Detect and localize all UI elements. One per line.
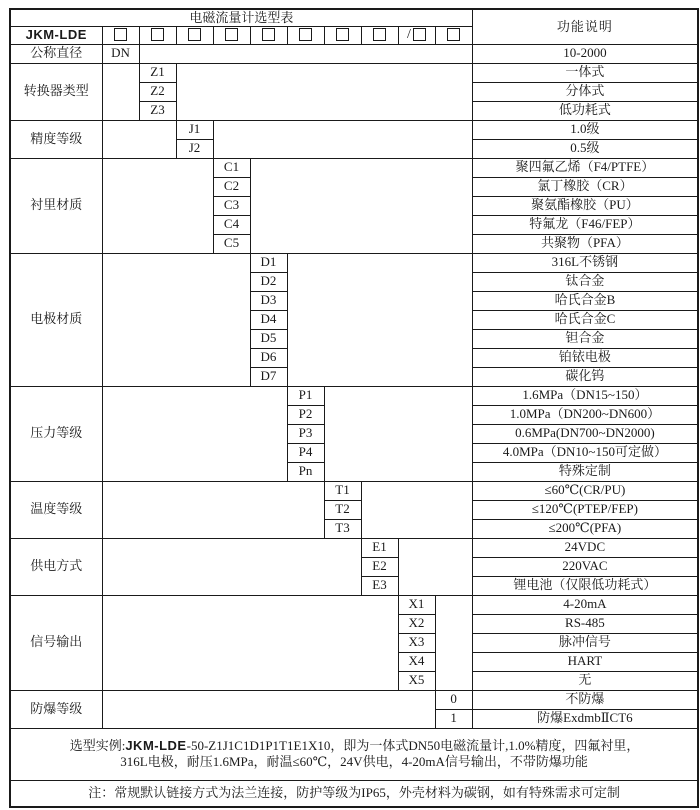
spacer-cell [102, 253, 250, 386]
spec-sheet [9, 8, 699, 808]
model-digit-cell-2 [139, 26, 176, 44]
description-cell: 1.0级 [472, 120, 698, 139]
code-cell: P2 [287, 405, 324, 424]
model-digit-cell-8 [361, 26, 398, 44]
selection-example-line2: 316L电极，耐压1.6MPa，耐温≤60℃，24V供电，4-20mA信号输出，不带防爆功能 [120, 753, 588, 769]
checkbox-icon [151, 28, 164, 41]
spacer-cell [287, 253, 472, 386]
checkbox-icon [114, 28, 127, 41]
code-cell: X4 [398, 652, 435, 671]
code-cell: E3 [361, 576, 398, 595]
selection-example [10, 728, 698, 780]
spacer-cell [102, 538, 361, 595]
description-cell: ≤60℃(CR/PU) [472, 481, 698, 500]
code-cell: D5 [250, 329, 287, 348]
code-cell: Pn [287, 462, 324, 481]
note: 注：常规默认链接方式为法兰连接，防护等级为IP65，外壳材料为碳钢，如有特殊需求可定制 [10, 780, 698, 807]
description-cell: 分体式 [472, 82, 698, 101]
spacer-cell [435, 595, 472, 690]
spacer-cell [102, 595, 398, 690]
code-cell: D6 [250, 348, 287, 367]
model-code: JKM-LDE [10, 26, 102, 44]
checkbox-icon [299, 28, 312, 41]
example-label: 选型实例: [69, 738, 126, 754]
code-cell: C5 [213, 234, 250, 253]
description-cell: HART [472, 652, 698, 671]
checkbox-icon [413, 28, 426, 41]
description-cell: 碳化钨 [472, 367, 698, 386]
spacer-cell [102, 63, 139, 120]
code-cell: C2 [213, 177, 250, 196]
code-cell: C1 [213, 158, 250, 177]
section-label-diameter: 公称直径 [10, 44, 102, 63]
model-digit-cell-10 [435, 26, 472, 44]
code-cell: E2 [361, 557, 398, 576]
code-cell: T1 [324, 481, 361, 500]
spacer-cell [102, 120, 176, 158]
model-digit-cell-4 [213, 26, 250, 44]
description-cell: 4-20mA [472, 595, 698, 614]
model-digit-cell-1 [102, 26, 139, 44]
spacer-cell [324, 386, 472, 481]
description-cell: 钛合金 [472, 272, 698, 291]
description-cell: 哈氏合金C [472, 310, 698, 329]
code-cell: C4 [213, 215, 250, 234]
description-cell: 一体式 [472, 63, 698, 82]
description-cell: 防爆ExdmbⅡCT6 [472, 709, 698, 728]
checkbox-icon [225, 28, 238, 41]
code-cell: D3 [250, 291, 287, 310]
checkbox-icon [188, 28, 201, 41]
description-cell: 0.6MPa(DN700~DN2000) [472, 424, 698, 443]
description-cell: 氯丁橡胶（CR） [472, 177, 698, 196]
code-cell: Z2 [139, 82, 176, 101]
code-cell: J1 [176, 120, 213, 139]
code-cell: DN [102, 44, 139, 63]
description-cell: 0.5级 [472, 139, 698, 158]
section-label-pressure: 压力等级 [10, 386, 102, 481]
model-digit-cell-3 [176, 26, 213, 44]
description-cell: 1.0MPa（DN200~DN600） [472, 405, 698, 424]
description-cell: 低功耗式 [472, 101, 698, 120]
description-cell: 特氟龙（F46/FEP） [472, 215, 698, 234]
code-cell: D2 [250, 272, 287, 291]
description-cell: ≤200℃(PFA) [472, 519, 698, 538]
spacer-cell [250, 158, 472, 253]
spacer-cell [398, 538, 472, 595]
code-cell: T3 [324, 519, 361, 538]
code-cell: 1 [435, 709, 472, 728]
slash-separator: / [407, 27, 411, 43]
code-cell: D7 [250, 367, 287, 386]
code-cell: X1 [398, 595, 435, 614]
section-label-temperature: 温度等级 [10, 481, 102, 538]
model-digit-cell-7 [324, 26, 361, 44]
description-cell: 316L不锈钢 [472, 253, 698, 272]
function-column-header: 功能说明 [472, 9, 698, 44]
description-cell: 铂铱电极 [472, 348, 698, 367]
code-cell: 0 [435, 690, 472, 709]
description-cell: 锂电池（仅限低功耗式） [472, 576, 698, 595]
checkbox-icon [447, 28, 460, 41]
code-cell: X5 [398, 671, 435, 690]
description-cell: 24VDC [472, 538, 698, 557]
code-cell: X3 [398, 633, 435, 652]
example-model-code: JKM-LDE [125, 738, 187, 754]
code-cell: E1 [361, 538, 398, 557]
description-cell: 1.6MPa（DN15~150） [472, 386, 698, 405]
checkbox-icon [373, 28, 386, 41]
code-cell: J2 [176, 139, 213, 158]
section-label-liner-material: 衬里材质 [10, 158, 102, 253]
checkbox-icon [336, 28, 349, 41]
description-cell: 不防爆 [472, 690, 698, 709]
code-cell: P4 [287, 443, 324, 462]
section-label-converter-type: 转换器类型 [10, 63, 102, 120]
code-cell: T2 [324, 500, 361, 519]
section-label-explosion-proof: 防爆等级 [10, 690, 102, 728]
code-cell: X2 [398, 614, 435, 633]
spacer-cell [102, 690, 435, 728]
code-cell: P1 [287, 386, 324, 405]
code-cell: P3 [287, 424, 324, 443]
model-digit-cell-9 [398, 26, 435, 44]
description-cell: 220VAC [472, 557, 698, 576]
table-title: 电磁流量计选型表 [10, 9, 472, 26]
code-cell: D1 [250, 253, 287, 272]
description-cell: 钽合金 [472, 329, 698, 348]
description-cell: 共聚物（PFA） [472, 234, 698, 253]
code-cell: Z3 [139, 101, 176, 120]
spacer-cell [213, 120, 472, 158]
example-text: -50-Z1J1C1D1P1T1E1X10，即为一体式DN50电磁流量计,1.0%精度，四氟衬里， [186, 738, 640, 754]
spacer-cell [176, 63, 472, 120]
spacer-cell [102, 386, 287, 481]
description-cell: 聚四氟乙烯（F4/PTFE） [472, 158, 698, 177]
description-cell: 脉冲信号 [472, 633, 698, 652]
description-cell: ≤120℃(PTEP/FEP) [472, 500, 698, 519]
spacer-cell [361, 481, 472, 538]
section-label-electrode-material: 电极材质 [10, 253, 102, 386]
spacer-cell [102, 158, 213, 253]
description-cell: 特殊定制 [472, 462, 698, 481]
model-digit-cell-6 [287, 26, 324, 44]
section-label-signal-output: 信号输出 [10, 595, 102, 690]
description-cell: 4.0MPa（DN10~150可定做） [472, 443, 698, 462]
spacer-cell [139, 44, 472, 63]
spacer-cell [102, 481, 324, 538]
checkbox-icon [262, 28, 275, 41]
selection-table [9, 8, 699, 808]
model-digit-cell-5 [250, 26, 287, 44]
section-label-power-supply: 供电方式 [10, 538, 102, 595]
description-cell: 聚氨酯橡胶（PU） [472, 196, 698, 215]
description-cell: 10-2000 [472, 44, 698, 63]
section-label-accuracy: 精度等级 [10, 120, 102, 158]
description-cell: RS-485 [472, 614, 698, 633]
code-cell: D4 [250, 310, 287, 329]
code-cell: Z1 [139, 63, 176, 82]
code-cell: C3 [213, 196, 250, 215]
description-cell: 哈氏合金B [472, 291, 698, 310]
description-cell: 无 [472, 671, 698, 690]
selection-example-line1 [11, 738, 697, 753]
